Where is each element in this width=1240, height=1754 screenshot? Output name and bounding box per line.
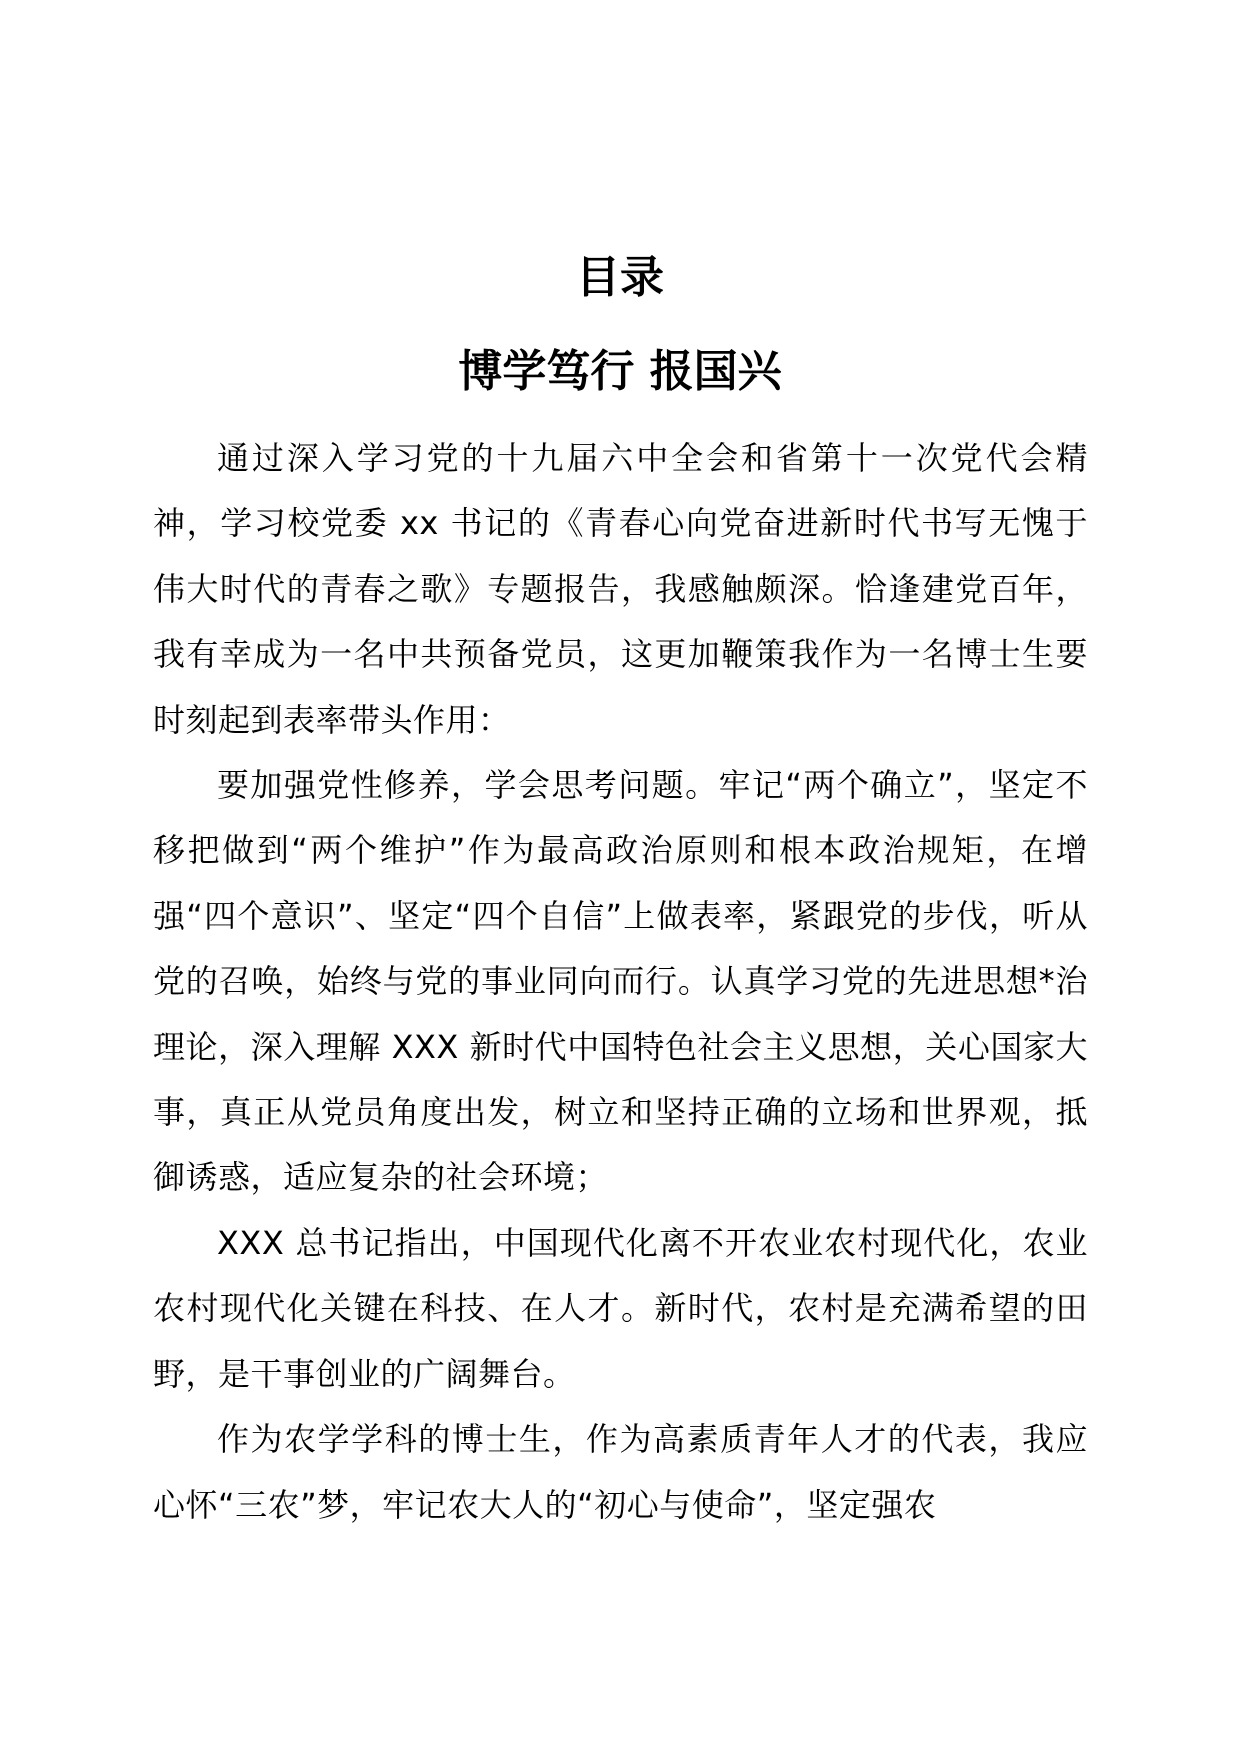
article-title: 博学笃行 报国兴 [458,346,782,397]
article-body [153,426,1088,1538]
paragraph-4: 作为农学学科的博士生，作为高素质青年人才的代表，我应心怀“三农”梦，牢记农大人的“初心与使命”，坚定强农 [153,1420,1088,1524]
toc-heading: 目录 [576,252,664,303]
paragraph-3: XXX 总书记指出，中国现代化离不开农业农村现代化，农业农村现代化关键在科技、在人才。新时代，农村是充满希望的田野，是干事创业的广阔舞台。 [153,1223,1088,1393]
paragraph-1: 通过深入学习党的十九届六中全会和省第十一次党代会精神，学习校党委 xx 书记的《青春心向党奋进新时代书写无愧于伟大时代的青春之歌》专题报告，我感触颇深。恰逢建党百年，我有幸成为一名中共预备党员，这更加鞭策我作为一名博士生要时刻起到表率带头作用： [153,439,1088,739]
paragraph-2: 要加强党性修养，学会思考问题。牢记“两个确立”，坚定不移把做到“两个维护”作为最高政治原则和根本政治规矩，在增强“四个意识”、坚定“四个自信”上做表率，紧跟党的步伐，听从党的召唤，始终与党的事业同向而行。认真学习党的先进思想*治理论，深入理解 XXX 新时代中国特色社会主义思想，关心国家大事，真正从党员角度出发，树立和坚持正确的立场和世界观，抵御诱惑，适应复杂的社会环境； [153,766,1088,1197]
